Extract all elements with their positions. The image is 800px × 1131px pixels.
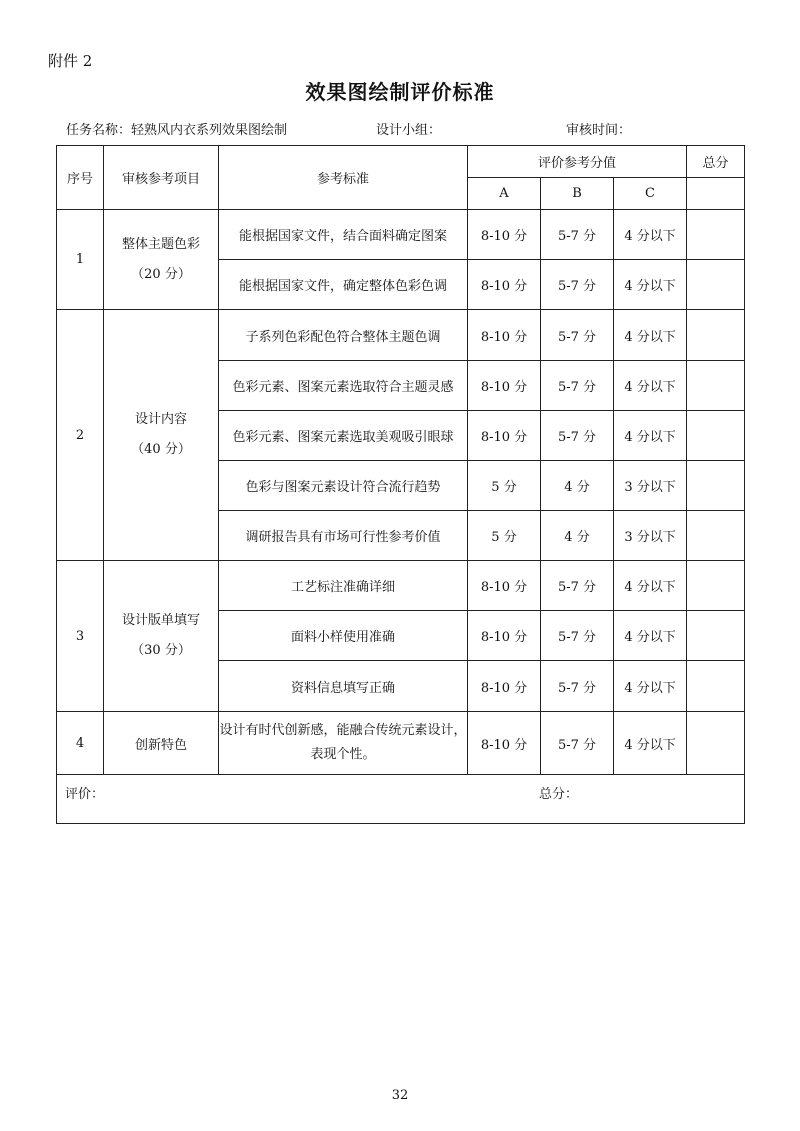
evaluation-table: [56, 145, 745, 824]
total-cell[interactable]: [687, 461, 745, 511]
item-name: 设计内容: [134, 412, 187, 427]
criterion-cell: 设计有时代创新感，能融合传统元素设计，表现个性。: [219, 712, 468, 775]
total-cell[interactable]: [687, 611, 745, 661]
document-title: 效果图绘制评价标准: [305, 80, 495, 104]
score-b-cell: 5-7 分: [541, 260, 614, 310]
criterion-cell: 色彩元素、图案元素选取符合主题灵感: [219, 361, 468, 411]
group-seq: 4: [57, 712, 104, 775]
score-a-cell: 8-10 分: [468, 712, 541, 775]
score-c-cell: 4 分以下: [614, 260, 687, 310]
criterion-cell: 子系列色彩配色符合整体主题色调: [219, 310, 468, 361]
score-c-cell: 4 分以下: [614, 310, 687, 361]
score-b-cell: 5-7 分: [541, 310, 614, 361]
table-row: [57, 561, 745, 611]
header-seq: 序号: [57, 146, 104, 210]
score-b-cell: 5-7 分: [541, 661, 614, 712]
table-row: [57, 310, 745, 361]
score-c-cell: 4 分以下: [614, 411, 687, 461]
item-name: 整体主题色彩: [121, 236, 200, 252]
total-cell[interactable]: [687, 310, 745, 361]
score-b-cell: 4 分: [541, 511, 614, 561]
group-seq: 1: [57, 210, 104, 310]
score-b-cell: 5-7 分: [541, 712, 614, 775]
total-cell[interactable]: [687, 361, 745, 411]
score-a-cell: 8-10 分: [468, 310, 541, 361]
total-cell[interactable]: [687, 561, 745, 611]
score-c-cell: 4 分以下: [614, 361, 687, 411]
group-item: [104, 210, 219, 310]
total-cell[interactable]: [687, 411, 745, 461]
group-seq: 2: [57, 310, 104, 561]
table-row: [57, 210, 745, 260]
criterion-cell: 调研报告具有市场可行性参考价值: [219, 511, 468, 561]
score-b-cell: 5-7 分: [541, 361, 614, 411]
score-a-cell: 8-10 分: [468, 361, 541, 411]
header-total-blank: [687, 178, 745, 210]
task-name-label: 任务名称：轻熟风内衣系列效果图绘制: [66, 123, 288, 138]
total-cell[interactable]: [687, 210, 745, 260]
attachment-label: 附件 2: [48, 52, 93, 70]
group-item: 创新特色: [104, 712, 219, 775]
group-item: [104, 561, 219, 712]
item-points: （20 分）: [131, 266, 191, 282]
header-grade-b: B: [541, 178, 614, 210]
score-a-cell: 8-10 分: [468, 561, 541, 611]
total-cell[interactable]: [687, 260, 745, 310]
table-row: [57, 712, 745, 775]
score-c-cell: 4 分以下: [614, 210, 687, 260]
score-b-cell: 5-7 分: [541, 411, 614, 461]
score-c-cell: 3 分以下: [614, 461, 687, 511]
criterion-cell: 工艺标注准确详细: [219, 561, 468, 611]
score-b-cell: 5-7 分: [541, 611, 614, 661]
criterion-cell: 能根据国家文件，确定整体色彩色调: [219, 260, 468, 310]
header-grade-a: A: [468, 178, 541, 210]
score-a-cell: 5 分: [468, 461, 541, 511]
criterion-cell: 面料小样使用准确: [219, 611, 468, 661]
review-time-label: 审核时间：: [566, 123, 632, 138]
criterion-cell: 色彩与图案元素设计符合流行趋势: [219, 461, 468, 511]
header-score-group: 评价参考分值: [468, 146, 687, 178]
score-a-cell: 8-10 分: [468, 611, 541, 661]
score-c-cell: 3 分以下: [614, 511, 687, 561]
total-score-label: 总分：: [539, 787, 579, 802]
header-item: 审核参考项目: [104, 146, 219, 210]
score-c-cell: 4 分以下: [614, 712, 687, 775]
total-cell[interactable]: [687, 661, 745, 712]
criterion-cell: 资料信息填写正确: [219, 661, 468, 712]
score-c-cell: 4 分以下: [614, 611, 687, 661]
criterion-cell: 能根据国家文件，结合面料确定图案: [219, 210, 468, 260]
header-grade-c: C: [614, 178, 687, 210]
score-c-cell: 4 分以下: [614, 661, 687, 712]
criterion-cell: 色彩元素、图案元素选取美观吸引眼球: [219, 411, 468, 461]
score-b-cell: 4 分: [541, 461, 614, 511]
score-a-cell: 8-10 分: [468, 661, 541, 712]
header-total: 总分: [687, 146, 745, 178]
footer-row: [57, 775, 745, 824]
design-group-label: 设计小组：: [376, 123, 442, 138]
item-points: （30 分）: [131, 643, 191, 658]
header-criteria: 参考标准: [219, 146, 468, 210]
group-seq: 3: [57, 561, 104, 712]
score-a-cell: 8-10 分: [468, 411, 541, 461]
item-points: （40 分）: [131, 442, 191, 457]
score-b-cell: 5-7 分: [541, 210, 614, 260]
total-cell[interactable]: [687, 712, 745, 775]
item-name: 设计版单填写: [121, 613, 200, 628]
page-number: 32: [391, 1088, 409, 1103]
comment-cell[interactable]: [57, 775, 745, 824]
score-a-cell: 5 分: [468, 511, 541, 561]
comment-label: 评价：: [65, 787, 105, 802]
score-a-cell: 8-10 分: [468, 210, 541, 260]
header-row-1: [57, 146, 745, 178]
total-cell[interactable]: [687, 511, 745, 561]
score-a-cell: 8-10 分: [468, 260, 541, 310]
score-c-cell: 4 分以下: [614, 561, 687, 611]
score-b-cell: 5-7 分: [541, 561, 614, 611]
group-item: [104, 310, 219, 561]
